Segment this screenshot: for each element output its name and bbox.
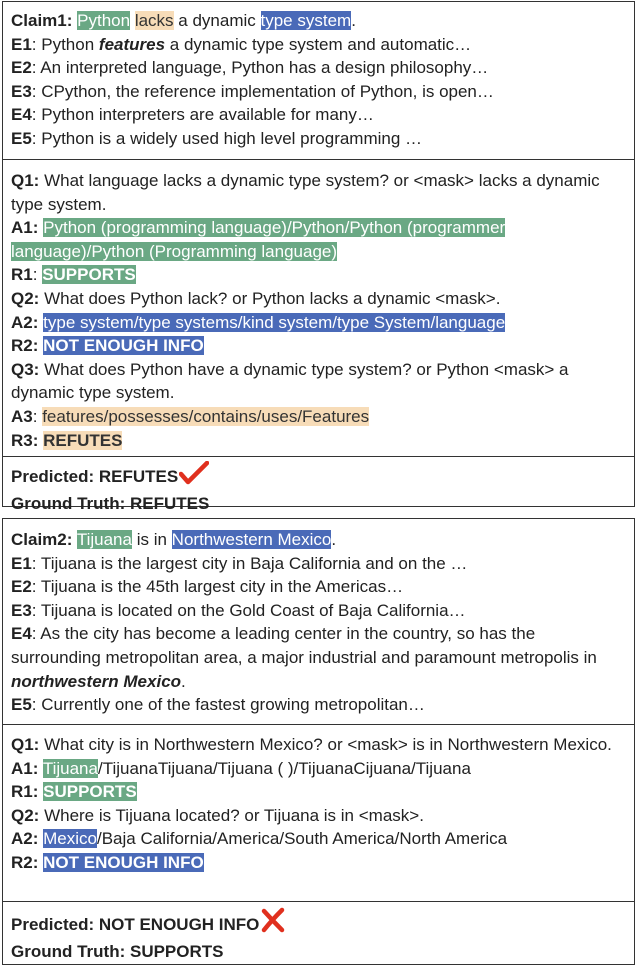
result-line: R1: SUPPORTS [11, 782, 137, 802]
example1-result [3, 456, 634, 513]
label-supports: SUPPORTS [42, 265, 136, 285]
result-line: R1: SUPPORTS [11, 265, 136, 285]
claim-subject-highlight: Python [77, 11, 131, 30]
evidence-line: E3: CPython, the reference implementation of Python, is open… [11, 81, 494, 101]
evidence-line: E3: Tijuana is located on the Gold Coast of Baja California… [11, 600, 466, 620]
label-supports: SUPPORTS [43, 782, 137, 802]
answer-line: A3: features/possesses/contains/uses/Features [11, 406, 370, 426]
answer-highlight: Tijuana [42, 758, 98, 778]
example2-claim-evidence [3, 519, 634, 724]
evidence-line: E5: Python is a widely used high level programming … [11, 128, 423, 148]
example2-box [2, 518, 635, 965]
claim-subject-highlight: Tijuana [76, 530, 132, 549]
evidence-line: E2: Tijuana is the 45th largest city in the Americas… [11, 577, 404, 597]
label-refutes: REFUTES [43, 430, 123, 450]
claim-object-highlight: type system [260, 11, 352, 30]
question-line: Q2: What does Python lack? or Python lacks a dynamic <mask>. [11, 288, 501, 308]
claim-text: Python lacks a dynamic type system. [77, 11, 356, 30]
evidence-emphasis: northwestern Mexico [11, 671, 182, 691]
claim2-line [11, 528, 622, 552]
answer-highlight: Mexico [43, 829, 97, 849]
question-line: Q1: What language lacks a dynamic type system? or <mask> lacks a dynamic type system. [11, 171, 600, 214]
predicted-line: Predicted: REFUTES [11, 461, 634, 492]
claim1-line [11, 9, 634, 33]
question-line: Q1: What city is in Northwestern Mexico? or <mask> is in Northwestern Mexico. [11, 735, 612, 754]
check-icon [179, 461, 209, 492]
label-not-enough-info: NOT ENOUGH INFO [43, 336, 204, 356]
claim-verb-highlight: lacks [134, 11, 174, 30]
evidence-line: E1: Python features a dynamic type system and automatic… [11, 34, 472, 54]
label-not-enough-info: NOT ENOUGH INFO [43, 852, 204, 872]
answer-line: A1: Tijuana/TijuanaTijuana/Tijuana ( )/TijuanaCijuana/Tijuana [11, 758, 471, 778]
claim-label: Claim2: [11, 530, 73, 549]
evidence-line: E2: An interpreted language, Python has a design philosophy… [11, 58, 489, 78]
evidence-line: E1: Tijuana is the largest city in Baja California and on the … [11, 553, 468, 573]
example1-qa [3, 159, 634, 456]
result-line: R3: REFUTES [11, 430, 123, 450]
question-line: Q2: Where is Tijuana located? or Tijuana is in <mask>. [11, 805, 424, 825]
result-line: R2: NOT ENOUGH INFO [11, 852, 204, 872]
predicted-line: Predicted: NOT ENOUGH INFO [11, 907, 634, 940]
answer-line: A1: Python (programming language)/Python/Python (programmer language)/Python (Programming language) [11, 218, 506, 261]
answer-highlight: type system/type systems/kind system/type System/language [43, 312, 506, 332]
evidence-line: E5: Currently one of the fastest growing metropolitan… [11, 695, 425, 715]
ground-truth-line: Ground Truth: REFUTES [11, 493, 210, 513]
answer-line: A2: Mexico/Baja California/America/South America/North America [11, 829, 508, 849]
example1-box [2, 1, 635, 513]
evidence-line: E4: Python interpreters are available for many… [11, 105, 374, 125]
example2-qa [3, 724, 634, 901]
claim-label: Claim1: [11, 11, 73, 30]
ground-truth-line: Ground Truth: SUPPORTS [11, 941, 224, 961]
answer-line: A2: type system/type systems/kind system/type System/language [11, 312, 506, 332]
claim-object-highlight: Northwestern Mexico [171, 530, 332, 549]
example1-claim-evidence [3, 2, 634, 159]
answer-highlight: features/possesses/contains/uses/Features [42, 406, 370, 426]
answer-highlight: Python (programming language)/Python/Python (programmer language)/Python (Programming language) [11, 218, 506, 261]
example2-result [3, 901, 634, 963]
question-line: Q3: What does Python have a dynamic type system? or Python <mask> a dynamic type system. [11, 359, 569, 403]
evidence-emphasis: features [98, 34, 166, 54]
result-line: R2: NOT ENOUGH INFO [11, 336, 204, 356]
claim-text: Tijuana is in Northwestern Mexico. [76, 530, 337, 549]
evidence-line: E4: As the city has become a leading center in the country, so has the surrounding metropolitan area, a major industrial and paramount metropolis in northwestern Mexico. [11, 624, 597, 691]
cross-icon [260, 907, 286, 940]
